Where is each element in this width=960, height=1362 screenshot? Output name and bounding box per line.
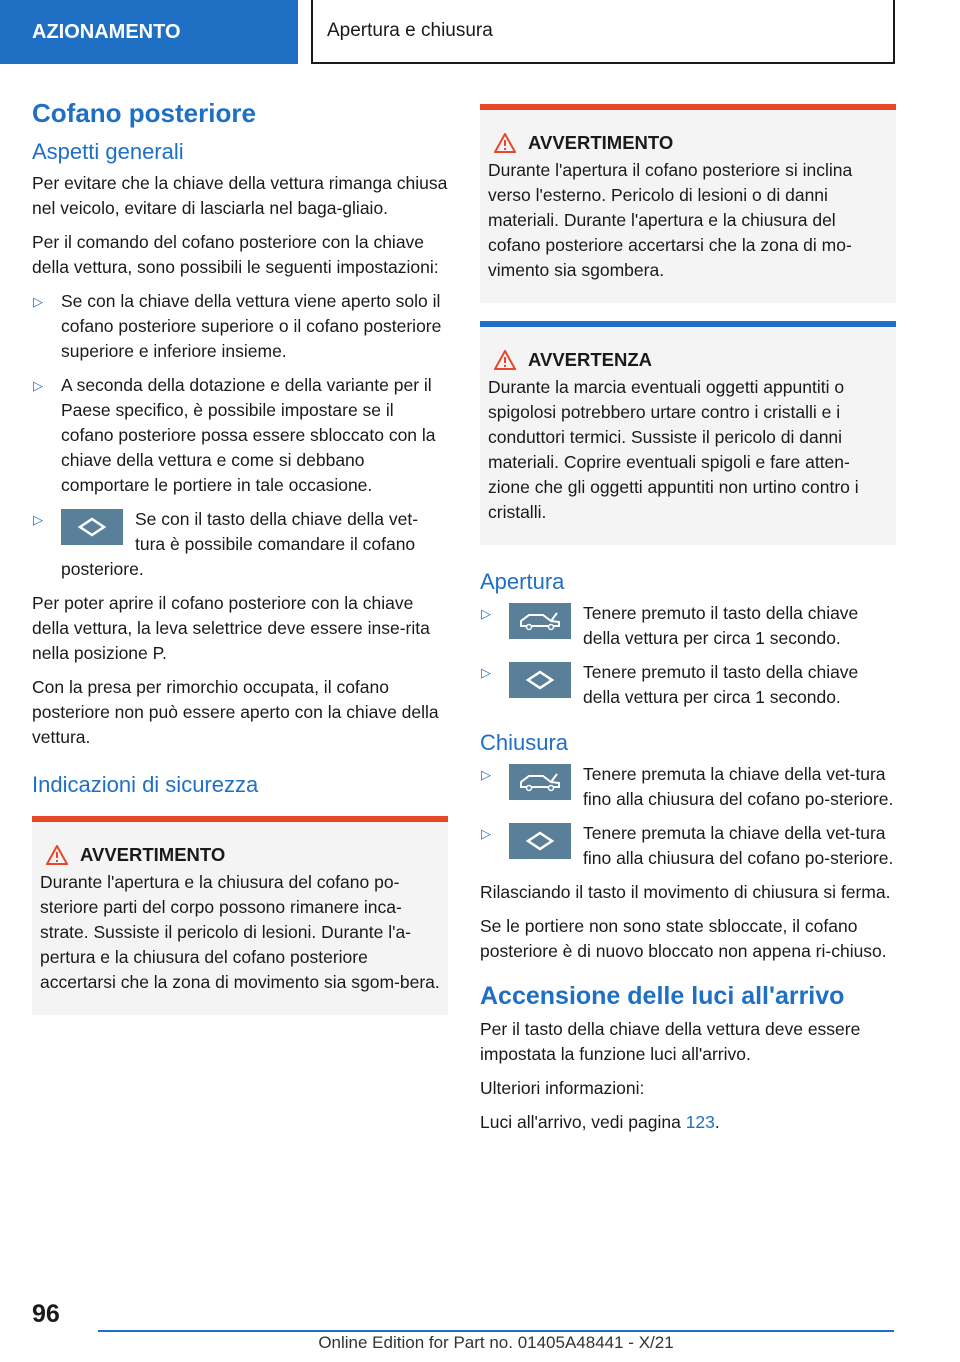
welcome-heading: Accensione delle luci all'arrivo: [480, 982, 845, 1010]
section-tab: [0, 0, 298, 64]
triangle-bullet-icon: ▷: [481, 826, 491, 841]
general-p1: Per evitare che la chiave della vettura rimanga chiusa nel veicolo, evitare di lasciarla nel baga-gliaio.: [32, 173, 448, 218]
key-button-diamond-icon: [509, 662, 571, 698]
warning-text: Durante l'apertura il cofano posteriore si inclina verso l'esterno. Pericolo di lesioni o di danni materiali. Durante l'apertura e la chiusura del cofano posteriore accertarsi che la zona di mo-vimento sia sgombera.: [488, 160, 853, 280]
page-title: Cofano posteriore: [32, 98, 256, 128]
safety-heading: Indicazioni di sicurezza: [32, 772, 259, 797]
warning-title: AVVERTIMENTO: [488, 132, 888, 154]
welcome-p1: Per il tasto della chiave della vettura deve essere impostata la funzione luci all'arrivo.: [480, 1019, 861, 1064]
warning-box: [480, 104, 896, 303]
key-button-tailgate-icon: [509, 603, 571, 639]
opening-heading: Apertura: [480, 569, 565, 594]
list-item: ▷ Tenere premuto il tasto della chiave della vettura per circa 1 secondo.: [481, 662, 859, 707]
general-heading: Aspetti generali: [32, 139, 184, 164]
list-item: ▷ Se con la chiave della vettura viene aperto solo il cofano posteriore superiore o il cofano posteriore superiore e inferiore insieme.: [33, 291, 442, 361]
list-item: ▷ Tenere premuta la chiave della vet-tura fino alla chiusura del cofano po-steriore.: [481, 823, 894, 868]
left-column: [32, 98, 448, 1029]
list-item: ▷ Se con il tasto della chiave della vet-tura è possibile comandare il cofano posteriore.: [33, 509, 419, 579]
warning-text: Durante l'apertura e la chiusura del cofano po-steriore parti del corpo possono rimanere inca-strate. Sussiste il pericolo di lesioni. Durante l'a-pertura e la chiusura del cofano posteriore accertarsi che la zona di movimento sia sgom-bera.: [40, 872, 440, 992]
warning-triangle-icon: [46, 845, 68, 865]
notice-box: [480, 321, 896, 545]
list-item: ▷ Tenere premuta la chiave della vet-tura fino alla chiusura del cofano po-steriore.: [481, 764, 894, 809]
triangle-bullet-icon: ▷: [33, 378, 43, 393]
right-column: [480, 104, 896, 1144]
triangle-bullet-icon: ▷: [481, 606, 491, 621]
settings-list: [32, 289, 448, 582]
section-label: AZIONAMENTO: [32, 20, 181, 43]
triangle-bullet-icon: ▷: [481, 665, 491, 680]
key-button-diamond-icon: [509, 823, 571, 859]
warning-triangle-icon: [494, 133, 516, 153]
chapter-header: [311, 0, 895, 64]
welcome-p2: Ulteriori informazioni:: [480, 1078, 645, 1098]
opening-list: [480, 601, 896, 710]
general-p4: Con la presa per rimorchio occupata, il cofano posteriore non può essere aperto con la chiave della vettura.: [32, 677, 439, 747]
closing-heading: Chiusura: [480, 730, 569, 755]
general-p3: Per poter aprire il cofano posteriore con la chiave della vettura, la leva selettrice deve essere inse-rita nella posizione P.: [32, 593, 430, 663]
warning-box: [32, 816, 448, 1015]
general-p2: Per il comando del cofano posteriore con la chiave della vettura, sono possibili le seguenti impostazioni:: [32, 232, 439, 277]
key-button-diamond-icon: [61, 509, 123, 545]
welcome-ref: Luci all'arrivo, vedi pagina 123.: [480, 1112, 720, 1132]
key-button-tailgate-icon: [509, 764, 571, 800]
warning-triangle-icon: [494, 350, 516, 370]
triangle-bullet-icon: ▷: [33, 294, 43, 309]
list-item: ▷ Tenere premuto il tasto della chiave della vettura per circa 1 secondo.: [481, 603, 859, 648]
closing-p1: Rilasciando il tasto il movimento di chiusura si ferma.: [480, 882, 891, 902]
footer-edition: Online Edition for Part no. 01405A48441 - X/21: [318, 1333, 674, 1352]
notice-title: AVVERTENZA: [488, 349, 888, 371]
triangle-bullet-icon: ▷: [481, 767, 491, 782]
page-number: 96: [32, 1300, 60, 1328]
chapter-label: Apertura e chiusura: [327, 20, 493, 41]
page-ref-link[interactable]: 123: [685, 1112, 715, 1132]
notice-text: Durante la marcia eventuali oggetti appuntiti o spigolosi potrebbero urtare contro i cristalli e i conduttori termici. Sussiste il pericolo di danni materiali. Coprire eventuali spigoli e fare atten-zione che gli oggetti appuntiti non urtino contro i cristalli.: [488, 377, 859, 522]
closing-list: [480, 762, 896, 871]
closing-p2: Se le portiere non sono state sbloccate, il cofano posteriore è di nuovo bloccato non appena ri-chiuso.: [480, 916, 887, 961]
footer-divider: [98, 1330, 894, 1332]
list-item: ▷ A seconda della dotazione e della variante per il Paese specifico, è possibile impostare se il cofano posteriore possa essere sbloccato con la chiave della vettura e come si debbano comportare le portiere in tale occasione.: [33, 375, 436, 495]
triangle-bullet-icon: ▷: [33, 512, 43, 527]
warning-title: AVVERTIMENTO: [40, 844, 440, 866]
